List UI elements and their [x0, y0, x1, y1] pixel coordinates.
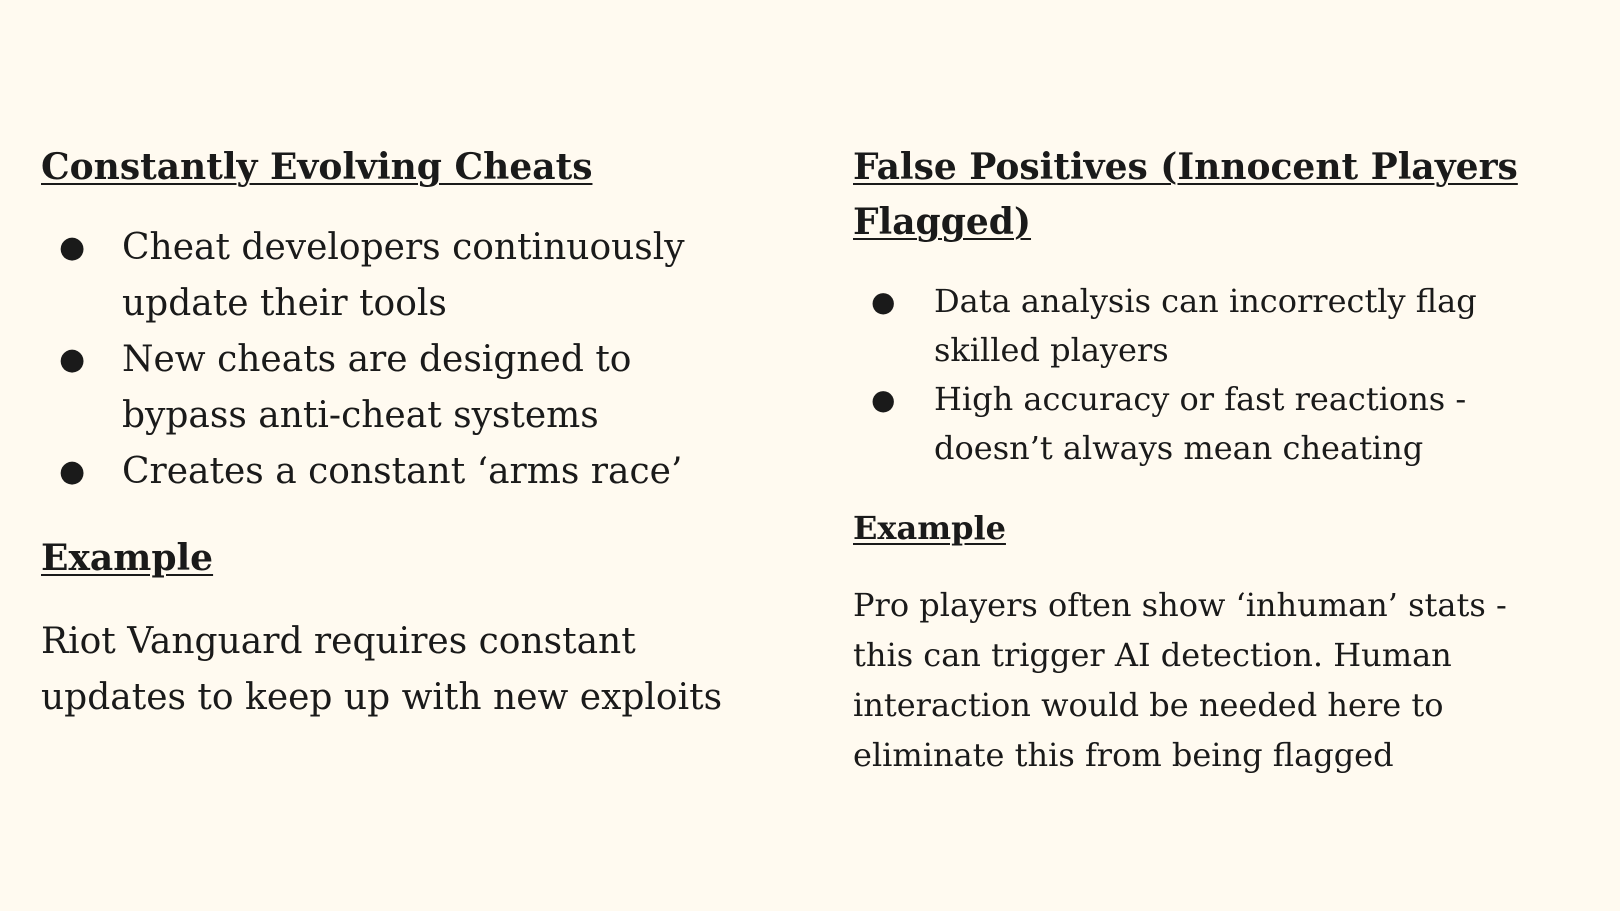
bullet-icon: ●: [871, 383, 896, 416]
bullet-list: [41, 220, 761, 500]
list-item-text: Cheat developers continuously update their tools: [122, 227, 685, 324]
list-item: [853, 375, 1573, 473]
list-item-text: Creates a constant ‘arms race’: [122, 451, 683, 492]
list-item-text: High accuracy or fast reactions - doesn’t always mean cheating: [934, 380, 1467, 467]
bullet-icon: ●: [59, 342, 86, 377]
bullet-list: [853, 277, 1573, 473]
list-item: [41, 220, 761, 332]
list-item: [41, 444, 761, 500]
section-heading-false-positives: False Positives (Innocent Players Flagged): [853, 146, 1518, 243]
example-text: Pro players often show ‘inhuman’ stats - this can trigger AI detection. Human interaction would be needed here to eliminate this from being flagged: [853, 586, 1507, 774]
example-text: Riot Vanguard requires constant updates to keep up with new exploits: [41, 621, 723, 718]
list-item: [853, 277, 1573, 375]
list-item-text: New cheats are designed to bypass anti-cheat systems: [122, 339, 632, 436]
right-column: [853, 140, 1573, 780]
bullet-icon: ●: [59, 454, 86, 489]
section-heading-evolving-cheats: Constantly Evolving Cheats: [41, 146, 593, 188]
list-item: [41, 332, 761, 444]
list-item-text: Data analysis can incorrectly flag skilled players: [934, 282, 1477, 369]
bullet-icon: ●: [871, 285, 896, 318]
bullet-icon: ●: [59, 230, 86, 265]
example-heading: Example: [41, 537, 214, 579]
left-column: [41, 140, 761, 726]
example-heading: Example: [853, 509, 1006, 547]
